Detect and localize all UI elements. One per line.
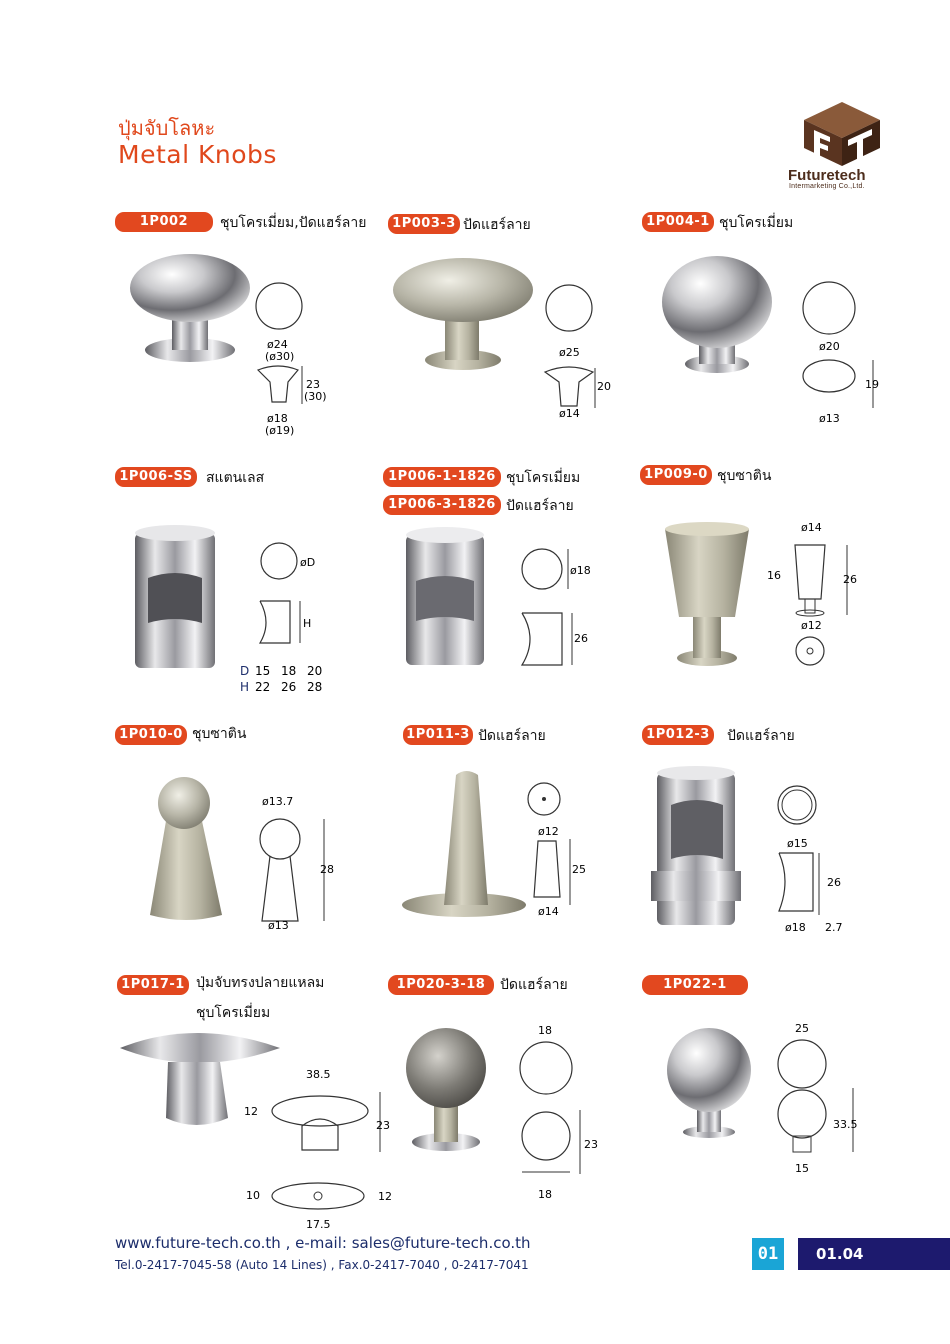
footer-contact-web: www.future-tech.co.th , e-mail: sales@future-tech.co.th: [115, 1234, 531, 1252]
product-description: ปัดแฮร์ลาย: [500, 977, 568, 993]
product-drawing: [637, 1002, 937, 1202]
dimension-label: 12: [378, 1190, 392, 1203]
dimension-label: 25: [572, 863, 586, 876]
dimension-label: ø14: [559, 407, 580, 420]
footer-contact-phone: Tel.0-2417-7045-58 (Auto 14 Lines) , Fax.0-2417-7040 , 0-2417-7041: [115, 1258, 529, 1272]
page-number-bar: 01.04: [798, 1238, 950, 1270]
dimension-label: ø18: [267, 412, 288, 425]
product-code-badge: 1P010-0: [115, 725, 187, 745]
page-title-english: Metal Knobs: [118, 140, 277, 169]
table-value: 22: [255, 680, 271, 694]
table-value: 18: [281, 664, 297, 678]
dimension-label: 2.7: [825, 921, 843, 934]
table-value: 28: [307, 680, 323, 694]
dimension-label: (30): [304, 390, 327, 403]
dimension-label: ø13: [268, 919, 289, 932]
product-drawing: [110, 493, 410, 693]
dimension-label: ø13: [819, 412, 840, 425]
product-description-secondary: ปัดแฮร์ลาย: [506, 498, 574, 514]
product-code-badge: 1P017-1: [117, 975, 189, 995]
dimension-label: 26: [827, 876, 841, 889]
dimension-label: 25: [795, 1022, 809, 1035]
dimension-label: ø12: [801, 619, 822, 632]
dimension-label: ø13.7: [262, 795, 294, 808]
dimension-label: 23: [584, 1138, 598, 1151]
dimension-label: ø15: [787, 837, 808, 850]
product-description: ปัดแฮร์ลาย: [478, 728, 546, 744]
product-card: [110, 210, 410, 437]
dimension-label: 17.5: [306, 1218, 331, 1231]
dimension-label: ø24: [267, 338, 288, 351]
dimension-label: ø18: [785, 921, 806, 934]
dimension-label: 23: [376, 1119, 390, 1132]
product-drawing: [378, 493, 678, 693]
product-drawing: [637, 753, 937, 953]
product-code-badge: 1P012-3: [642, 725, 714, 745]
product-code-badge: 1P020-3-18: [388, 975, 494, 995]
product-card: [637, 210, 937, 430]
dimension-label: ø12: [538, 825, 559, 838]
product-drawing: [110, 240, 410, 440]
product-description: ปุ่มจับทรงปลายแหลม: [196, 975, 325, 991]
dimension-label: 20: [597, 380, 611, 393]
dimension-label: (ø30): [265, 350, 295, 363]
dimension-label: H: [303, 617, 312, 630]
product-code-badge: 1P011-3: [403, 725, 473, 745]
product-code-badge: 1P006-SS: [115, 467, 197, 487]
dimension-label: øD: [300, 556, 316, 569]
product-code-badge: 1P002: [115, 212, 213, 232]
product-description: ชุบโครเมี่ยม: [719, 215, 794, 231]
product-description: ชุบโครเมี่ยม,ปัดแฮร์ลาย: [220, 215, 367, 231]
dimension-label: 10: [246, 1189, 260, 1202]
product-card: [637, 723, 937, 943]
dimension-label: 16: [767, 569, 781, 582]
dimension-label: ø14: [801, 521, 822, 534]
product-description-secondary: ชุบโครเมี่ยม: [196, 1005, 271, 1021]
dimension-label: ø18: [570, 564, 591, 577]
dimension-label: 15: [795, 1162, 809, 1175]
product-description: ปัดแฮร์ลาย: [463, 217, 531, 233]
product-code-badge: 1P022-1: [642, 975, 748, 995]
product-card: [110, 463, 410, 694]
dimension-label: 18: [538, 1188, 552, 1201]
dimension-label: ø20: [819, 340, 840, 353]
product-description: ชุบซาติน: [717, 468, 772, 484]
product-code-badge-secondary: 1P006-3-1826: [383, 495, 501, 515]
dimension-label: 19: [865, 378, 879, 391]
section-number-badge: 01: [752, 1238, 784, 1270]
table-value: 26: [281, 680, 297, 694]
dimension-label: 18: [538, 1024, 552, 1037]
product-card: [635, 463, 935, 683]
logo-subtitle: Intermarketing Co.,Ltd.: [789, 183, 865, 190]
product-description: ปัดแฮร์ลาย: [727, 728, 795, 744]
product-code-badge: 1P009-0: [640, 465, 712, 485]
product-drawing: [110, 753, 410, 953]
product-card: [110, 723, 410, 943]
product-code-badge: 1P004-1: [642, 212, 714, 232]
dimension-label: 26: [843, 573, 857, 586]
product-description: ชุบโครเมี่ยม: [506, 470, 581, 486]
dimension-label: 33.5: [833, 1118, 858, 1131]
dimension-label: 12: [244, 1105, 258, 1118]
product-code-badge: 1P006-1-1826: [383, 467, 501, 487]
product-description: สแตนเลส: [206, 470, 265, 486]
product-code-badge: 1P003-3: [388, 214, 460, 234]
table-value: 20: [307, 664, 323, 678]
product-drawing: [635, 493, 935, 693]
product-card: [637, 972, 937, 1222]
dimension-label: ø14: [538, 905, 559, 918]
dimension-label: 26: [574, 632, 588, 645]
product-card: [110, 972, 410, 1231]
dimension-label: (ø19): [265, 424, 295, 437]
logo-name: Futuretech: [788, 167, 866, 184]
dimension-label: 28: [320, 863, 334, 876]
product-drawing: [110, 1022, 410, 1231]
table-value: 15: [255, 664, 271, 678]
product-drawing: [637, 240, 937, 440]
table-label-d: D: [240, 664, 250, 678]
dimension-label: 23: [306, 378, 320, 391]
dimension-label: ø25: [559, 346, 580, 359]
product-description: ชุบซาติน: [192, 726, 247, 742]
product-card: [378, 463, 678, 683]
page-title-thai: ปุ่มจับโลหะ: [118, 116, 216, 140]
dimension-label: 38.5: [306, 1068, 331, 1081]
table-label-h: H: [240, 680, 250, 694]
